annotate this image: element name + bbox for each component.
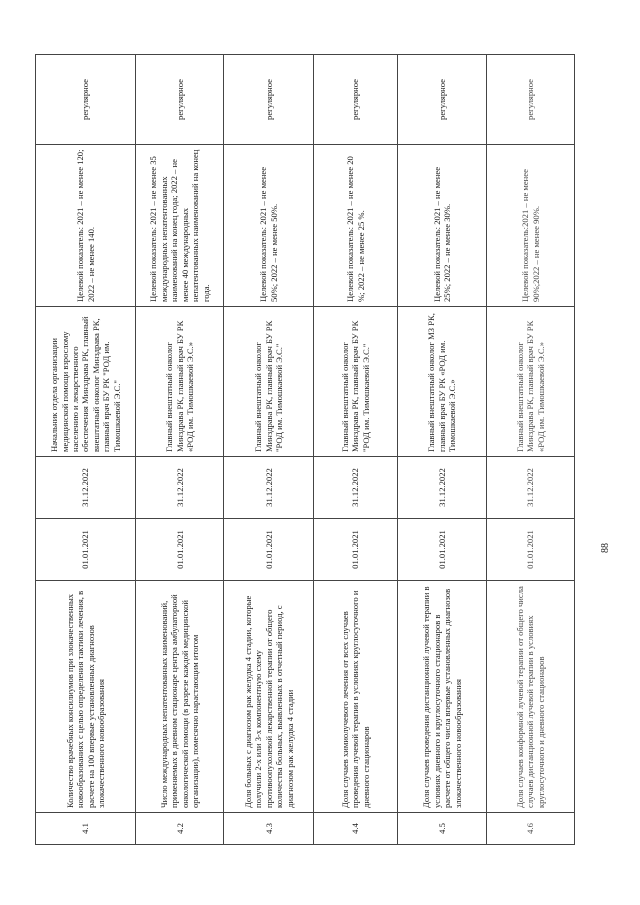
target-indicator: Целевой показатель: 2021 – не менее 120; 2022 – не менее 140. (75, 149, 96, 302)
responsible-person-cell (36, 307, 136, 457)
row-number-cell (36, 813, 136, 845)
start-date: 01.01.2021 (350, 530, 361, 569)
indicator-name: Количество врачебных консилиумов при злокачественных новообразованиях с целью определения тактики лечения, в расчете на 100 впервые установленных диагнозов злокачественного новообразования (64, 590, 107, 808)
indicator-name: Доля случаев химиолучевого лечения от всех случаев проведения лучевой терапии в условиях круглосуточного и дневного стационаров (340, 590, 371, 808)
start-date: 01.01.2021 (174, 530, 185, 569)
row-number: 4.5 (436, 823, 447, 834)
target-indicator-cell (487, 145, 575, 307)
start-date: 01.01.2021 (80, 530, 91, 569)
indicator-name-cell (136, 581, 224, 813)
responsible-person: Начальник отдела организации медицинской помощи взрослому населению и лекарственного обеспечения Минздрава РК, главный внештатный онколог Минздрава РК, главный врач БУ РК "РОД им. Тимошкаевой Э.С." (49, 316, 122, 452)
page-number: 88 (600, 543, 611, 553)
responsible-person-cell (487, 307, 575, 457)
target-indicator: Целевой показатель: 2021 – не менее 20 %; 2022 – не менее 25 %. (345, 156, 366, 302)
periodicity-cell (398, 55, 487, 145)
start-date: 01.01.2021 (525, 530, 536, 569)
end-date-cell (314, 457, 398, 519)
indicator-name: Число международных непатентованных наименований, применяемых в дневном стационаре центра амбулаторной онкологической помощи (в разрезе каждой медицинской организации), помесячно нарастающим итогом (158, 594, 201, 808)
indicator-name-cell (487, 581, 575, 813)
indicator-name: Доля больных с диагнозом рак желудка 4 стадии, которые получили 2-х или 3-х компонентную схему противоопухолевой лекарственной терапии от общего количества больных, выявленных в отчетный период, с диагнозом рак желудка 4 стадии (242, 595, 295, 808)
start-date-cell (36, 519, 136, 581)
periodicity: регулярное (525, 79, 536, 120)
measures-table (35, 54, 575, 845)
row-number: 4.6 (525, 823, 536, 834)
target-indicator-cell (136, 145, 224, 307)
row-number-cell (487, 813, 575, 845)
target-indicator-cell (36, 145, 136, 307)
responsible-person-cell (314, 307, 398, 457)
end-date-cell (224, 457, 314, 519)
end-date: 31.12.2022 (80, 468, 91, 507)
indicator-name: Доля случаев проведения дистанционной лучевой терапии в условиях дневного и круглосуточного стационаров в расчете от общего числа впервые установленных диагнозов злокачественного новообразования (421, 586, 463, 808)
periodicity-cell (136, 55, 224, 145)
target-indicator-cell (314, 145, 398, 307)
start-date-cell (487, 519, 575, 581)
end-date-cell (487, 457, 575, 519)
target-indicator: Целевой показатель: 2021 – не менее 25%; 2022 – не менее 30%. (431, 166, 453, 302)
target-indicator: Целевой показатель:2021 – не менее 90%;2022 – не менее 90%. (520, 169, 541, 302)
row-number-cell (314, 813, 398, 845)
periodicity: регулярное (80, 79, 91, 120)
table-row (224, 55, 314, 845)
end-date-cell (36, 457, 136, 519)
target-indicator-cell (398, 145, 487, 307)
table-row (36, 55, 136, 845)
responsible-person-cell (136, 307, 224, 457)
end-date-cell (398, 457, 487, 519)
end-date: 31.12.2022 (436, 468, 447, 507)
periodicity-cell (314, 55, 398, 145)
row-number-cell (398, 813, 487, 845)
row-number-cell (136, 813, 224, 845)
periodicity-cell (487, 55, 575, 145)
table-row (136, 55, 224, 845)
periodicity-cell (36, 55, 136, 145)
indicator-name-cell (36, 581, 136, 813)
responsible-person-cell (224, 307, 314, 457)
target-indicator-cell (224, 145, 314, 307)
periodicity: регулярное (263, 79, 274, 120)
indicator-name-cell (224, 581, 314, 813)
end-date: 31.12.2022 (350, 468, 361, 507)
table-row (314, 55, 398, 845)
periodicity: регулярное (436, 79, 447, 120)
start-date-cell (136, 519, 224, 581)
table-row (398, 55, 487, 845)
row-number: 4.3 (263, 823, 274, 834)
end-date-cell (136, 457, 224, 519)
start-date: 01.01.2021 (436, 530, 447, 569)
responsible-person: Главный внештатный онколог Минздрава РК, главный врач БУ РК «РОД им. Тимошкаевой Э.С.» (164, 320, 196, 452)
row-number: 4.1 (80, 823, 91, 834)
measures-table-rotated (35, 55, 575, 845)
end-date: 31.12.2022 (263, 468, 274, 507)
table-row (487, 55, 575, 845)
indicator-name: Доля случаев конформной лучевой терапии от общего числа случаев дистанционной лучевой терапии в условиях круглосуточного и дневного стационаров (514, 586, 546, 808)
responsible-person: Главный внештатный онколог Минздрава РК, главный врач БУ РК «РОД им. Тимошкаевой Э.С.» (514, 320, 546, 452)
row-number-cell (224, 813, 314, 845)
row-number: 4.2 (174, 823, 185, 834)
periodicity: регулярное (174, 79, 185, 120)
periodicity: регулярное (350, 79, 361, 120)
periodicity-cell (224, 55, 314, 145)
start-date-cell (398, 519, 487, 581)
row-number: 4.4 (350, 823, 361, 834)
indicator-name-cell (314, 581, 398, 813)
end-date: 31.12.2022 (174, 468, 185, 507)
target-indicator: Целевой показатель: 2021 – не менее 50%; 2022 – не менее 50%. (258, 166, 279, 302)
responsible-person: Главный внештатный онколог Минздрава РК, главный врач БУ РК "РОД им. Тимошкаевой Э.С." (340, 320, 371, 452)
responsible-person: Главный внештатный онколог Минздрава РК, главный врач БУ РК "РОД им. Тимошкаевой Э.С." (253, 320, 285, 452)
end-date: 31.12.2022 (525, 468, 536, 507)
start-date: 01.01.2021 (263, 530, 274, 569)
start-date-cell (224, 519, 314, 581)
responsible-person: Главный внештатный онколог МЗ РК, главный врач БУ РК «РОД им. Тимошкаевой Э.С.» (426, 313, 458, 452)
responsible-person-cell (398, 307, 487, 457)
target-indicator: Целевой показатель: 2021 – не менее 35 международных непатентованных наименований на конец года; 2022 – не менее 40 международных непатентованных наименований на конец года. (148, 149, 211, 302)
indicator-name-cell (398, 581, 487, 813)
start-date-cell (314, 519, 398, 581)
